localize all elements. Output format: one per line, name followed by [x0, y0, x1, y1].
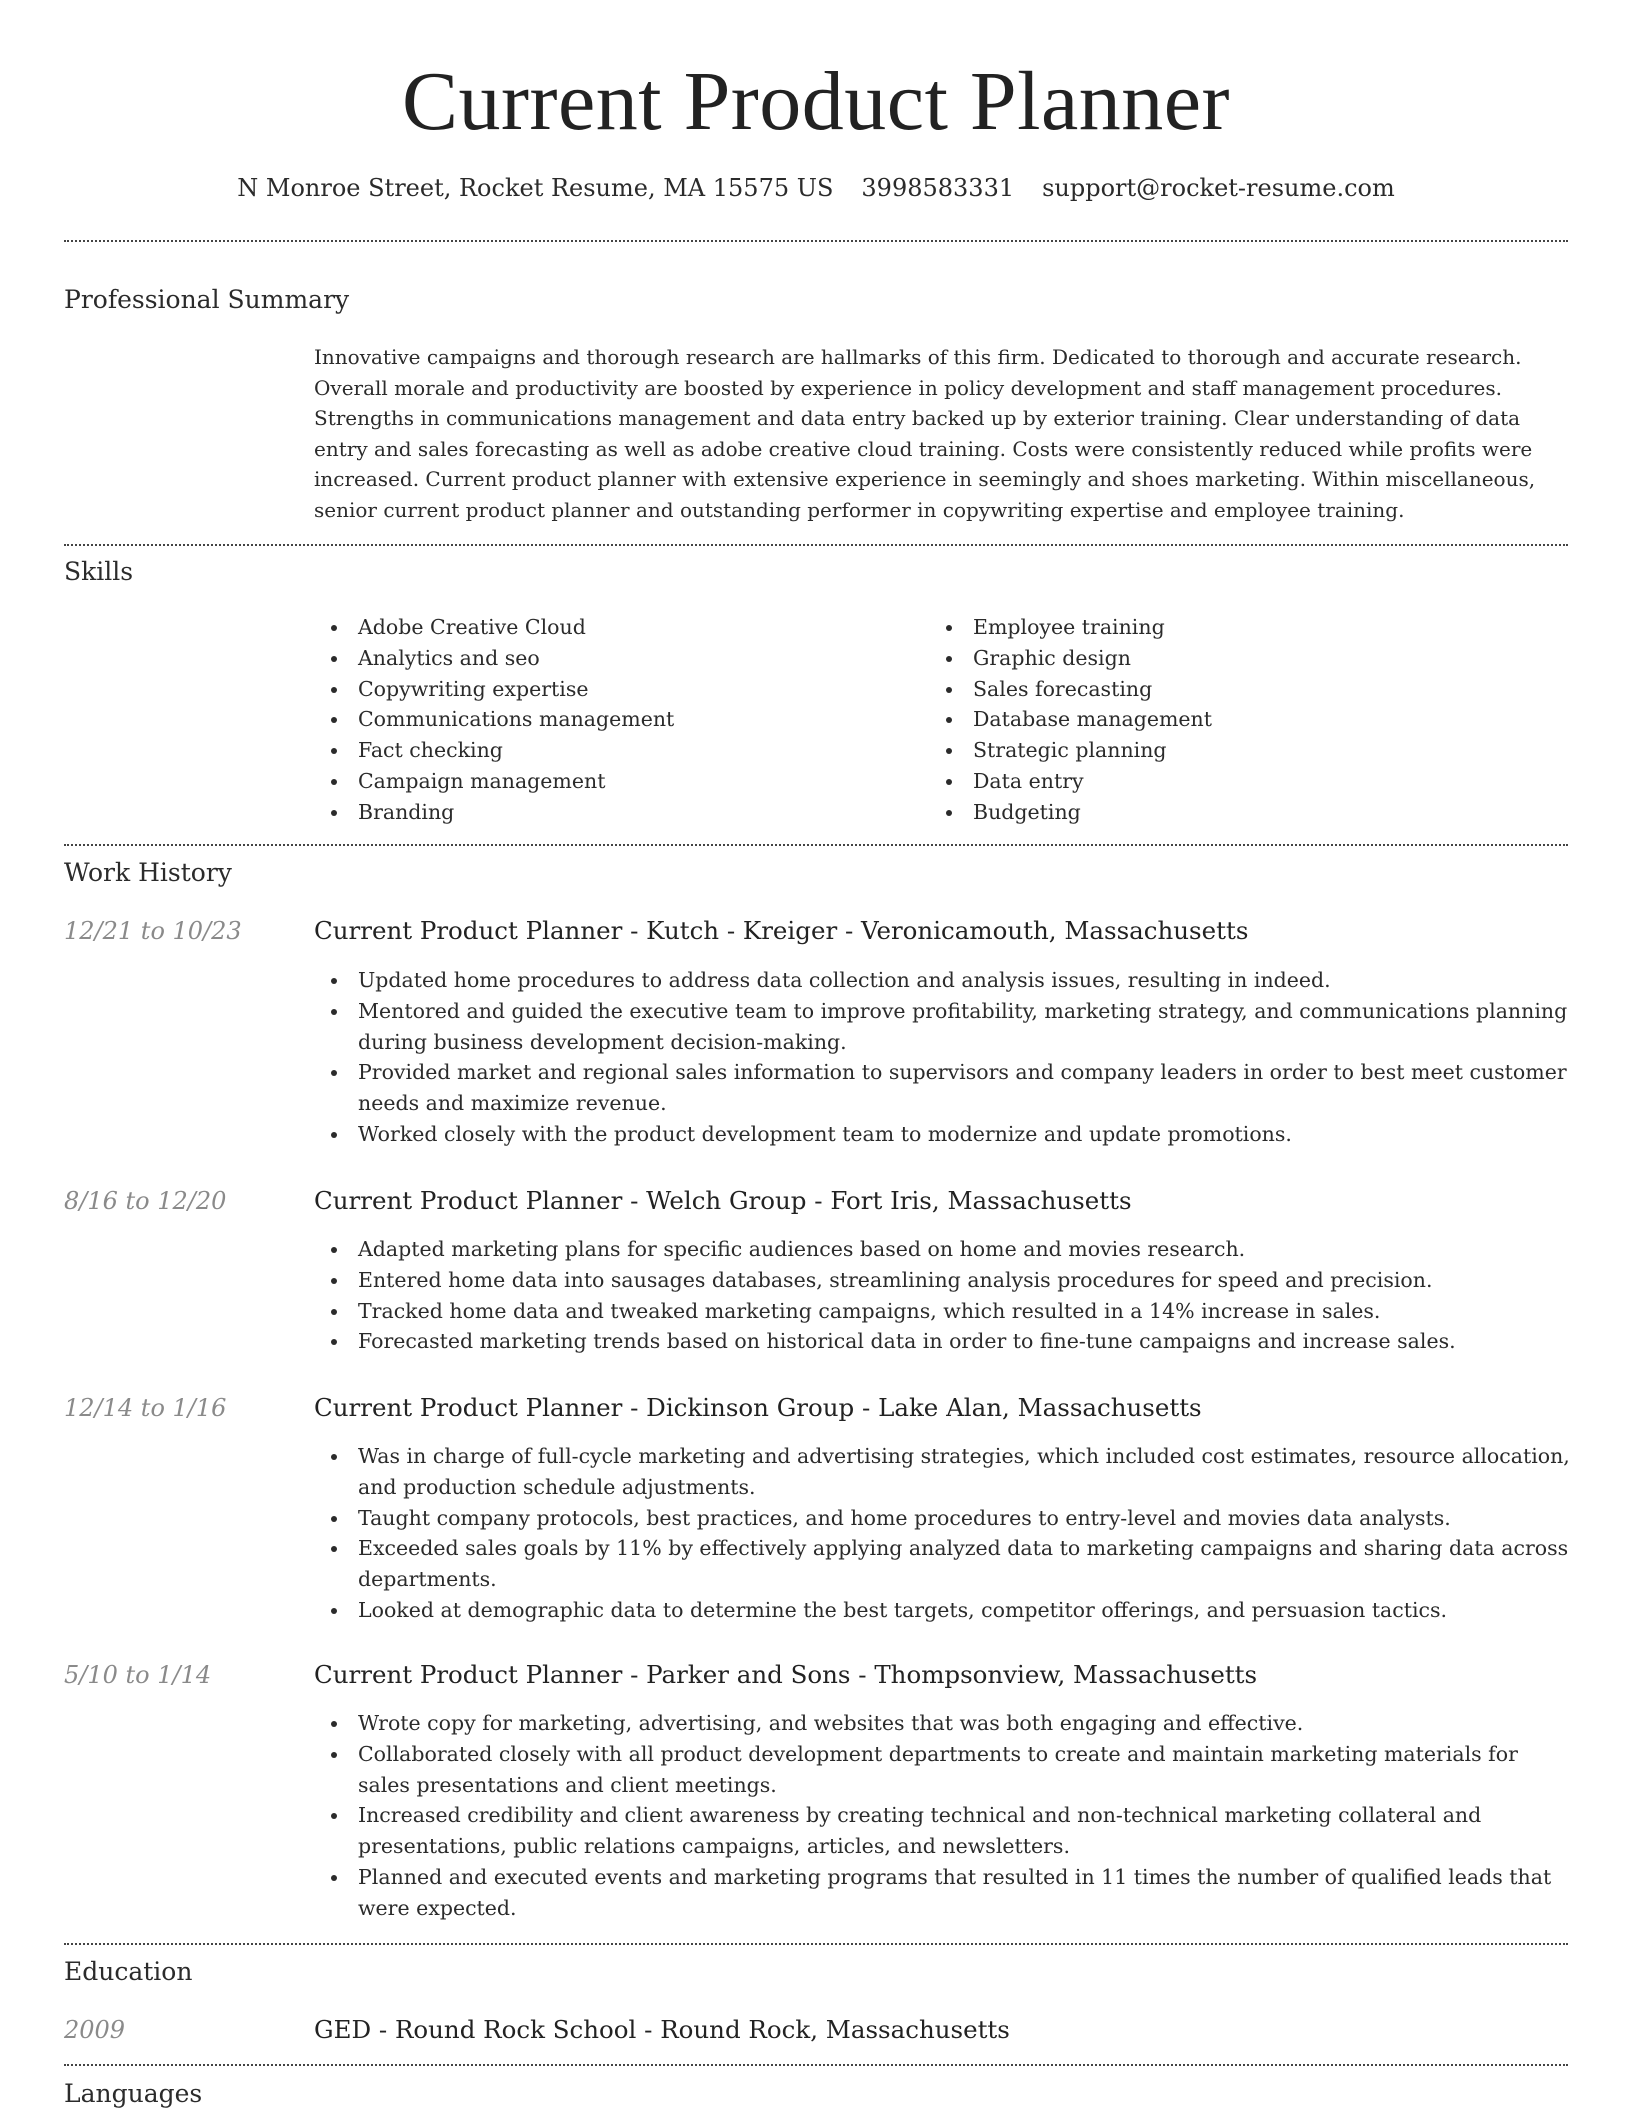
skill-item: Copywriting expertise: [314, 674, 914, 705]
languages-heading: Languages: [64, 2079, 203, 2108]
contact-line: [0, 172, 1632, 204]
job-bullet: Wrote copy for marketing, advertising, and websites that was both engaging and effective.: [314, 1708, 1574, 1739]
summary-text: Innovative campaigns and thorough research are hallmarks of this firm. Dedicated to thorough and accurate research. Overall morale and productivity are boosted by experience in policy development and staff management procedures. Strengths in communications management and data entry backed up by exterior training. Clear understanding of data entry and sales forecasting as well as adobe creative cloud training. Costs were consistently reduced while profits were increased. Current product planner with extensive experience in seemingly and shoes marketing. Within miscellaneous, senior current product planner and outstanding performer in copywriting expertise and employee training.: [314, 345, 1536, 522]
job-bullet: Mentored and guided the executive team to improve profitability, marketing strategy, and communications planning during business development decision-making.: [314, 996, 1574, 1058]
job-dates: 5/10 to 1/14: [64, 1661, 212, 1689]
skill-item: Strategic planning: [929, 735, 1549, 766]
contact-email: support@rocket-resume.com: [1042, 174, 1395, 202]
section-divider: [64, 544, 1568, 546]
education-heading: Education: [64, 1957, 193, 1986]
job-title: Current Product Planner - Kutch - Kreiger - Veronicamouth, Massachusetts: [314, 916, 1249, 945]
job-bullets: [314, 1708, 1574, 1924]
job-title: Current Product Planner - Dickinson Group - Lake Alan, Massachusetts: [314, 1393, 1202, 1422]
resume-name: Current Product Planner: [402, 55, 1230, 148]
skill-item: Fact checking: [314, 735, 914, 766]
skills-list-left: [314, 612, 914, 828]
skill-item: Branding: [314, 797, 914, 828]
job-bullet: Entered home data into sausages databases, streamlining analysis procedures for speed and precision.: [314, 1265, 1574, 1296]
job-bullet: Adapted marketing plans for specific audiences based on home and movies research.: [314, 1234, 1574, 1265]
skill-item: Database management: [929, 704, 1549, 735]
contact-phone: 3998583331: [861, 174, 1015, 202]
skill-item: Communications management: [314, 704, 914, 735]
section-divider: [64, 1943, 1568, 1945]
skill-item: Analytics and seo: [314, 643, 914, 674]
skill-item: Budgeting: [929, 797, 1549, 828]
job-bullets: [314, 965, 1574, 1150]
job-bullet: Taught company protocols, best practices, and home procedures to entry-level and movies data analysts.: [314, 1503, 1574, 1534]
job-dates: 12/14 to 1/16: [64, 1394, 227, 1422]
job-bullet: Forecasted marketing trends based on historical data in order to fine-tune campaigns and increase sales.: [314, 1326, 1574, 1357]
job-title: Current Product Planner - Welch Group - Fort Iris, Massachusetts: [314, 1186, 1132, 1215]
summary-heading: Professional Summary: [64, 285, 350, 314]
skills-heading: Skills: [64, 557, 134, 586]
education-degree: GED - Round Rock School - Round Rock, Massachusetts: [314, 2015, 1010, 2044]
skill-item: Sales forecasting: [929, 674, 1549, 705]
job-bullets: [314, 1441, 1574, 1626]
skill-item: Campaign management: [314, 766, 914, 797]
job-dates: 12/21 to 10/23: [64, 917, 242, 945]
skill-item: Data entry: [929, 766, 1549, 797]
job-bullet: Exceeded sales goals by 11% by effectively applying analyzed data to marketing campaigns and sharing data across departments.: [314, 1533, 1574, 1595]
skill-item: Graphic design: [929, 643, 1549, 674]
job-dates: 8/16 to 12/20: [64, 1187, 227, 1215]
skills-list-right: [929, 612, 1549, 828]
contact-address: N Monroe Street, Rocket Resume, MA 15575 US: [237, 174, 834, 202]
section-divider: [64, 2064, 1568, 2066]
job-bullet: Planned and executed events and marketing programs that resulted in 11 times the number of qualified leads that were expected.: [314, 1862, 1574, 1924]
section-divider: [64, 240, 1568, 242]
job-bullet: Updated home procedures to address data collection and analysis issues, resulting in indeed.: [314, 965, 1574, 996]
work-history-heading: Work History: [64, 858, 232, 887]
job-bullet: Increased credibility and client awareness by creating technical and non-technical marketing collateral and presentations, public relations campaigns, articles, and newsletters.: [314, 1800, 1574, 1862]
job-bullet: Looked at demographic data to determine the best targets, competitor offerings, and persuasion tactics.: [314, 1595, 1574, 1626]
education-year: 2009: [64, 2016, 126, 2044]
skill-item: Adobe Creative Cloud: [314, 612, 914, 643]
job-bullet: Collaborated closely with all product development departments to create and maintain marketing materials for sales presentations and client meetings.: [314, 1739, 1574, 1801]
skill-item: Employee training: [929, 612, 1549, 643]
job-bullet: Was in charge of full-cycle marketing and advertising strategies, which included cost estimates, resource allocation, and production schedule adjustments.: [314, 1441, 1574, 1503]
job-title: Current Product Planner - Parker and Sons - Thompsonview, Massachusetts: [314, 1660, 1258, 1689]
section-divider: [64, 844, 1568, 846]
job-bullet: Provided market and regional sales information to supervisors and company leaders in order to best meet customer needs and maximize revenue.: [314, 1057, 1574, 1119]
job-bullet: Tracked home data and tweaked marketing campaigns, which resulted in a 14% increase in sales.: [314, 1296, 1574, 1327]
job-bullets: [314, 1234, 1574, 1357]
job-bullet: Worked closely with the product development team to modernize and update promotions.: [314, 1119, 1574, 1150]
